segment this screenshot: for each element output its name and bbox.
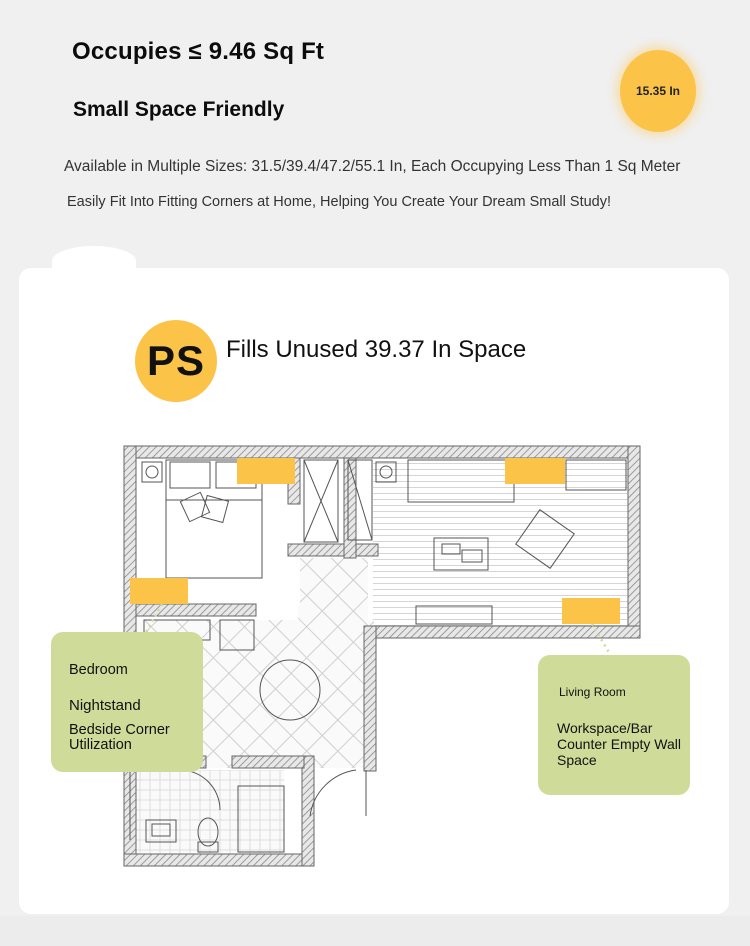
sizes-description: Available in Multiple Sizes: 31.5/39.4/47.2/55.1 In, Each Occupying Less Than 1 Sq Meter <box>64 158 681 175</box>
card-heading: Fills Unused 39.37 In Space <box>226 336 527 363</box>
fit-description: Easily Fit Into Fitting Corners at Home, Helping You Create Your Dream Small Study! <box>67 194 612 210</box>
living-use-label: Workspace/Bar Counter Empty Wall Space <box>557 720 681 768</box>
wardrobe <box>304 460 372 542</box>
living-room-label: Living Room <box>559 685 626 699</box>
bedroom-callout <box>51 632 203 772</box>
page-title: Occupies ≤ 9.46 Sq Ft <box>72 38 325 65</box>
page-subtitle: Small Space Friendly <box>73 98 285 121</box>
bathroom-floor <box>134 770 284 860</box>
brand-logo: PS <box>135 320 217 402</box>
bedroom-use-label: Bedside Corner Utilization <box>69 722 170 753</box>
living-room-callout <box>538 655 690 795</box>
page-footer-band <box>0 916 750 946</box>
size-badge: 15.35 In <box>620 50 696 132</box>
bedroom-item-label: Nightstand <box>69 697 141 714</box>
bedroom-room-label: Bedroom <box>69 662 128 678</box>
